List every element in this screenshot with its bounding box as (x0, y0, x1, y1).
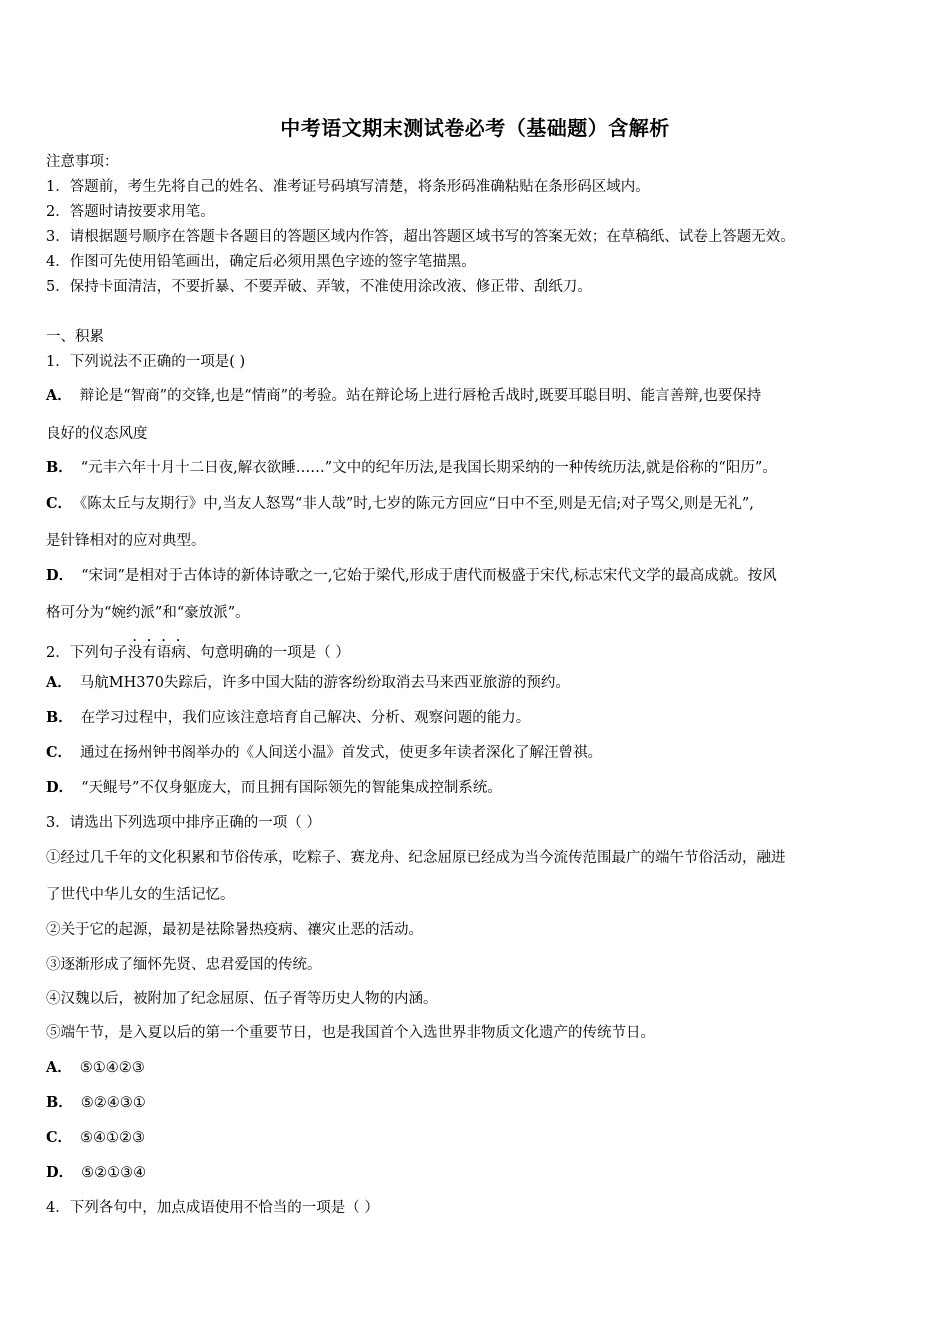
option-letter: D． (46, 1164, 74, 1181)
option-letter: C． (46, 495, 73, 512)
option-letter: A． (46, 674, 72, 691)
option-letter: B． (46, 709, 73, 726)
option-letter: A． (46, 387, 72, 404)
q1-option-b-text: “元丰六年十月十二日夜,解衣欲睡……”文中的纪年历法,是我国长期采纳的一种传统历法,就是俗称的“阳历”。 (80, 460, 777, 476)
page-title: 中考语文期末测试卷必考（基础题）含解析 (280, 116, 670, 140)
q3-option-c (46, 1128, 916, 1148)
q1-option-c (46, 494, 916, 514)
option-letter: C． (46, 744, 73, 761)
q2-stem-pre: 2．下列句子 (46, 645, 128, 661)
q3-option-d-text: ⑤②①③④ (81, 1165, 147, 1181)
q2-stem (46, 637, 916, 663)
q2-option-a (46, 673, 916, 693)
q2-option-d (46, 778, 916, 798)
section-heading: 一、积累 (46, 329, 104, 345)
q2-stem-post: 、句意明确的一项是（ ） (185, 645, 350, 661)
q3-option-b-text: ⑤②④③① (80, 1095, 146, 1111)
q3-sentence-1: ①经过几千年的文化积累和节俗传承，吃粽子、赛龙舟、纪念屈原已经成为当今流传范围最广的端午节俗活动，融进 (46, 850, 786, 866)
q2-option-b-text: 在学习过程中，我们应该注意培育自己解决、分析、观察问题的能力。 (80, 710, 531, 726)
q1-stem: 1．下列说法不正确的一项是( ) (46, 354, 246, 370)
q1-option-d-text: “宋词”是相对于古体诗的新体诗歌之一,它始于梁代,形成于唐代而极盛于宋代,标志宋代文学的最高成就。按风 (81, 568, 777, 584)
notice-item-2: 2．答题时请按要求用笔。 (46, 204, 215, 220)
q1-option-d-cont: 格可分为“婉约派”和“豪放派”。 (46, 605, 250, 621)
q1-option-c-text: 《陈太丘与友期行》中,当友人怒骂“非人哉”时,七岁的陈元方回应“日中不至,则是无信;对子骂父,则是无礼”, (80, 496, 754, 512)
q3-sentence-1-cont: 了世代中华儿女的生活记忆。 (46, 887, 235, 903)
q1-option-c-cont: 是针锋相对的应对典型。 (46, 533, 206, 549)
q1-option-a (46, 386, 916, 406)
q3-sentence-2: ②关于它的起源，最初是祛除暑热疫病、禳灾止恶的活动。 (46, 922, 423, 938)
q3-sentence-5: ⑤端午节，是入夏以后的第一个重要节日，也是我国首个入选世界非物质文化遗产的传统节日。 (46, 1025, 655, 1041)
notice-item-3: 3．请根据题号顺序在答题卡各题目的答题区域内作答，超出答题区域书写的答案无效；在草稿纸、试卷上答题无效。 (46, 229, 795, 245)
q3-option-d (46, 1163, 916, 1183)
q2-option-c (46, 743, 916, 763)
q2-option-d-text: “天鲲号”不仅身躯庞大，而且拥有国际领先的智能集成控制系统。 (81, 780, 502, 796)
q3-option-a-text: ⑤①④②③ (79, 1060, 145, 1076)
q3-option-b (46, 1093, 916, 1113)
q2-option-c-text: 通过在扬州钟书阁举办的《人间送小温》首发式，使更多年读者深化了解汪曾祺。 (80, 745, 603, 761)
notice-heading: 注意事项： (46, 154, 119, 170)
q4-stem: 4．下列各句中，加点成语使用不恰当的一项是（ ） (46, 1200, 379, 1216)
q2-option-a-text: 马航MH370失踪后，许多中国大陆的游客纷纷取消去马来西亚旅游的预约。 (79, 675, 570, 691)
q1-option-d (46, 566, 916, 586)
q3-sentence-3: ③逐渐形成了缅怀先贤、忠君爱国的传统。 (46, 957, 322, 973)
option-letter: B． (46, 1094, 73, 1111)
option-letter: B． (46, 459, 73, 476)
notice-item-5: 5．保持卡面清洁，不要折暴、不要弄破、弄皱，不准使用涂改液、修正带、刮纸刀。 (46, 279, 592, 295)
q2-option-b (46, 708, 916, 728)
q1-option-a-cont: 良好的仪态风度 (46, 426, 148, 442)
option-letter: D． (46, 567, 74, 584)
q1-option-a-text: 辩论是“智商”的交锋,也是“情商”的考验。站在辩论场上进行唇枪舌战时,既要耳聪目明、能言善辩,也要保持 (79, 388, 762, 404)
option-letter: A． (46, 1059, 72, 1076)
notice-item-4: 4．作图可先使用铅笔画出，确定后必须用黑色字迹的签字笔描黑。 (46, 254, 476, 270)
q3-sentence-4: ④汉魏以后，被附加了纪念屈原、伍子胥等历史人物的内涵。 (46, 991, 438, 1007)
q3-stem: 3．请选出下列选项中排序正确的一项（ ） (46, 815, 321, 831)
q2-stem-emphasis: 没有语病 (127, 645, 186, 661)
option-letter: C． (46, 1129, 73, 1146)
option-letter: D． (46, 779, 74, 796)
q3-option-a (46, 1058, 916, 1078)
q1-option-b (46, 458, 916, 478)
q3-option-c-text: ⑤④①②③ (80, 1130, 146, 1146)
notice-item-1: 1．答题前，考生先将自己的姓名、准考证号码填写清楚，将条形码准确粘贴在条形码区域内。 (46, 179, 650, 195)
